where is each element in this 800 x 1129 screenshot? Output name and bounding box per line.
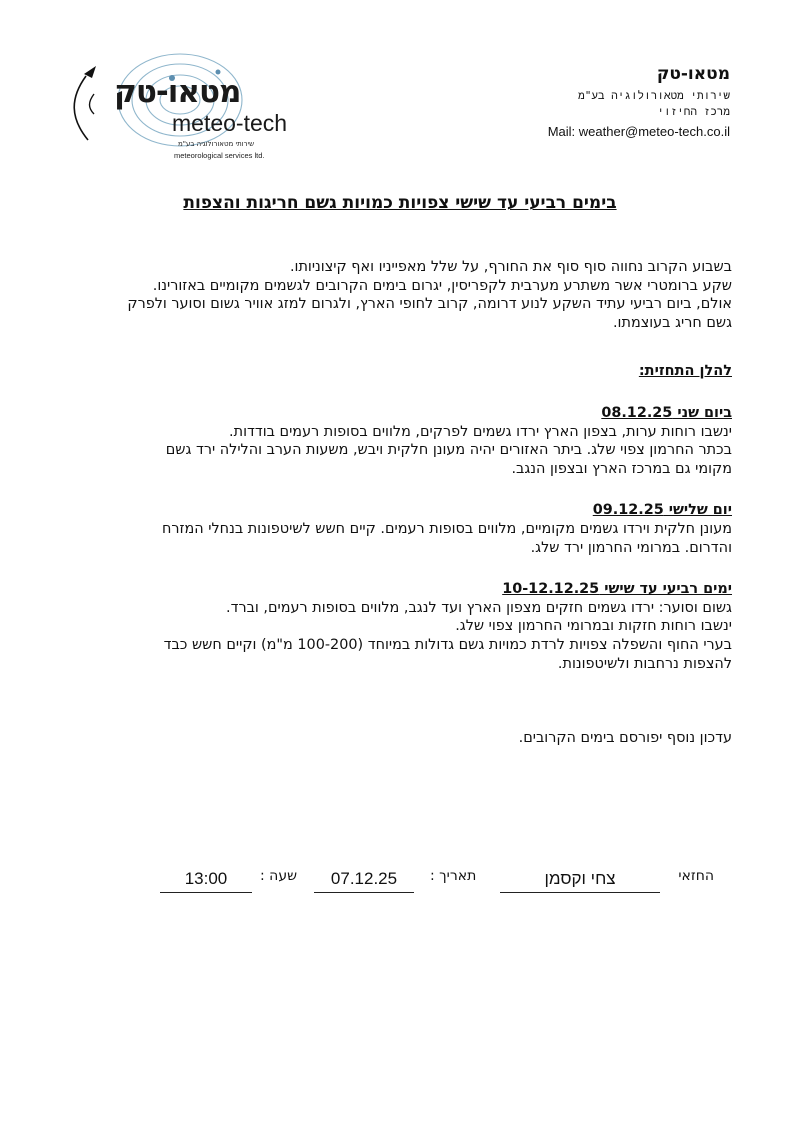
org-department: מרכז החיזוי	[657, 105, 730, 118]
day-line: גשום וסוער: ירדו גשמים חזקים מצפון הארץ ועד לנגב, מלווים בסופות רעמים, וברד.	[226, 599, 732, 616]
day-line: בערי החוף והשפלה צפויות לרדת כמויות גשם גדולות במיוחד (100-200 מ"מ) וקיים חשש כבד	[163, 636, 732, 653]
intro-paragraph	[95, 258, 732, 332]
time-label: שעה :	[260, 868, 297, 884]
update-note: עדכון נוסף יפורסם בימים הקרובים.	[518, 730, 732, 747]
logo-english-name: meteo-tech	[172, 110, 288, 136]
day-line: להצפות נרחבות ולשיטפונות.	[557, 655, 732, 672]
day-title: ימים רביעי עד שישי 10-12.12.25	[502, 581, 732, 598]
company-logo	[68, 48, 328, 168]
day-line: מקומי גם במרכז הארץ ובצפון הנגב.	[511, 460, 732, 477]
day-line: והדרום. במרומי החרמון ירד שלג.	[530, 539, 732, 556]
forecast-heading: להלן התחזית:	[638, 363, 732, 380]
forecaster-label: החזאי	[678, 868, 714, 884]
day-line: ינשבו רוחות חזקות ובמרומי החרמון צפוי שלג.	[455, 618, 732, 635]
day-line: מעונן חלקית וירדו גשמים מקומיים, מלווים בסופות רעמים. קיים חשש לשיטפונות בנחלי המזרח	[162, 520, 732, 537]
day-title: יום שלישי 09.12.25	[592, 502, 732, 519]
intro-line: גשם חריג בעוצמתו.	[612, 314, 732, 331]
day-title: ביום שני 08.12.25	[601, 404, 732, 421]
document-body	[95, 258, 732, 748]
logo-hebrew-subtitle: שירותי מטאורולוגיה בע"מ	[178, 140, 255, 148]
logo-hebrew-name: מטאו-טק	[114, 74, 241, 110]
document-title: בימים רביעי עד שישי צפויות כמויות גשם חריגות והצפות	[183, 193, 617, 213]
date-label: תאריך :	[430, 868, 477, 884]
org-name: מטאו-טק	[656, 64, 730, 84]
day-line: בכתר החרמון צפוי שלג. ביתר האזורים יהיה מעונן חלקית ויבש, משעות הערב והלילה ירד גשם	[165, 442, 732, 459]
forecaster-name-field: צחי וקסמן	[500, 866, 660, 893]
logo-english-subtitle: meteorological services ltd.	[174, 151, 265, 160]
day-section-monday	[95, 404, 732, 478]
date-field: 07.12.25	[314, 866, 414, 893]
contact-email[interactable]: Mail: weather@meteo-tech.co.il	[547, 124, 730, 139]
day-line: ינשבו רוחות ערות, בצפון הארץ ירדו גשמים לפרקים, מלווים בסופות רעמים בודדות.	[229, 423, 732, 440]
intro-line: אולם, ביום רביעי עתיד השקע לנוע דרומה, קרוב לחופי הארץ, ולגרום למזג אוויר גשום וסוער ולפרק	[127, 296, 732, 313]
letterhead	[430, 64, 730, 142]
org-subtitle: שירותי מטאורולוגיה בע"מ	[578, 89, 730, 102]
day-section-tuesday	[95, 501, 732, 557]
day-section-wed-fri	[95, 580, 732, 673]
time-field: 13:00	[160, 866, 252, 893]
intro-line: שקע ברומטרי אשר משתרע מערבית לקפריסין, יגרום בימים הקרובים לגשמים מקומיים באזורינו.	[152, 277, 732, 294]
intro-line: בשבוע הקרוב נחווה סוף סוף את החורף, על שלל מאפייניו ואף קיצוניותו.	[289, 259, 732, 275]
